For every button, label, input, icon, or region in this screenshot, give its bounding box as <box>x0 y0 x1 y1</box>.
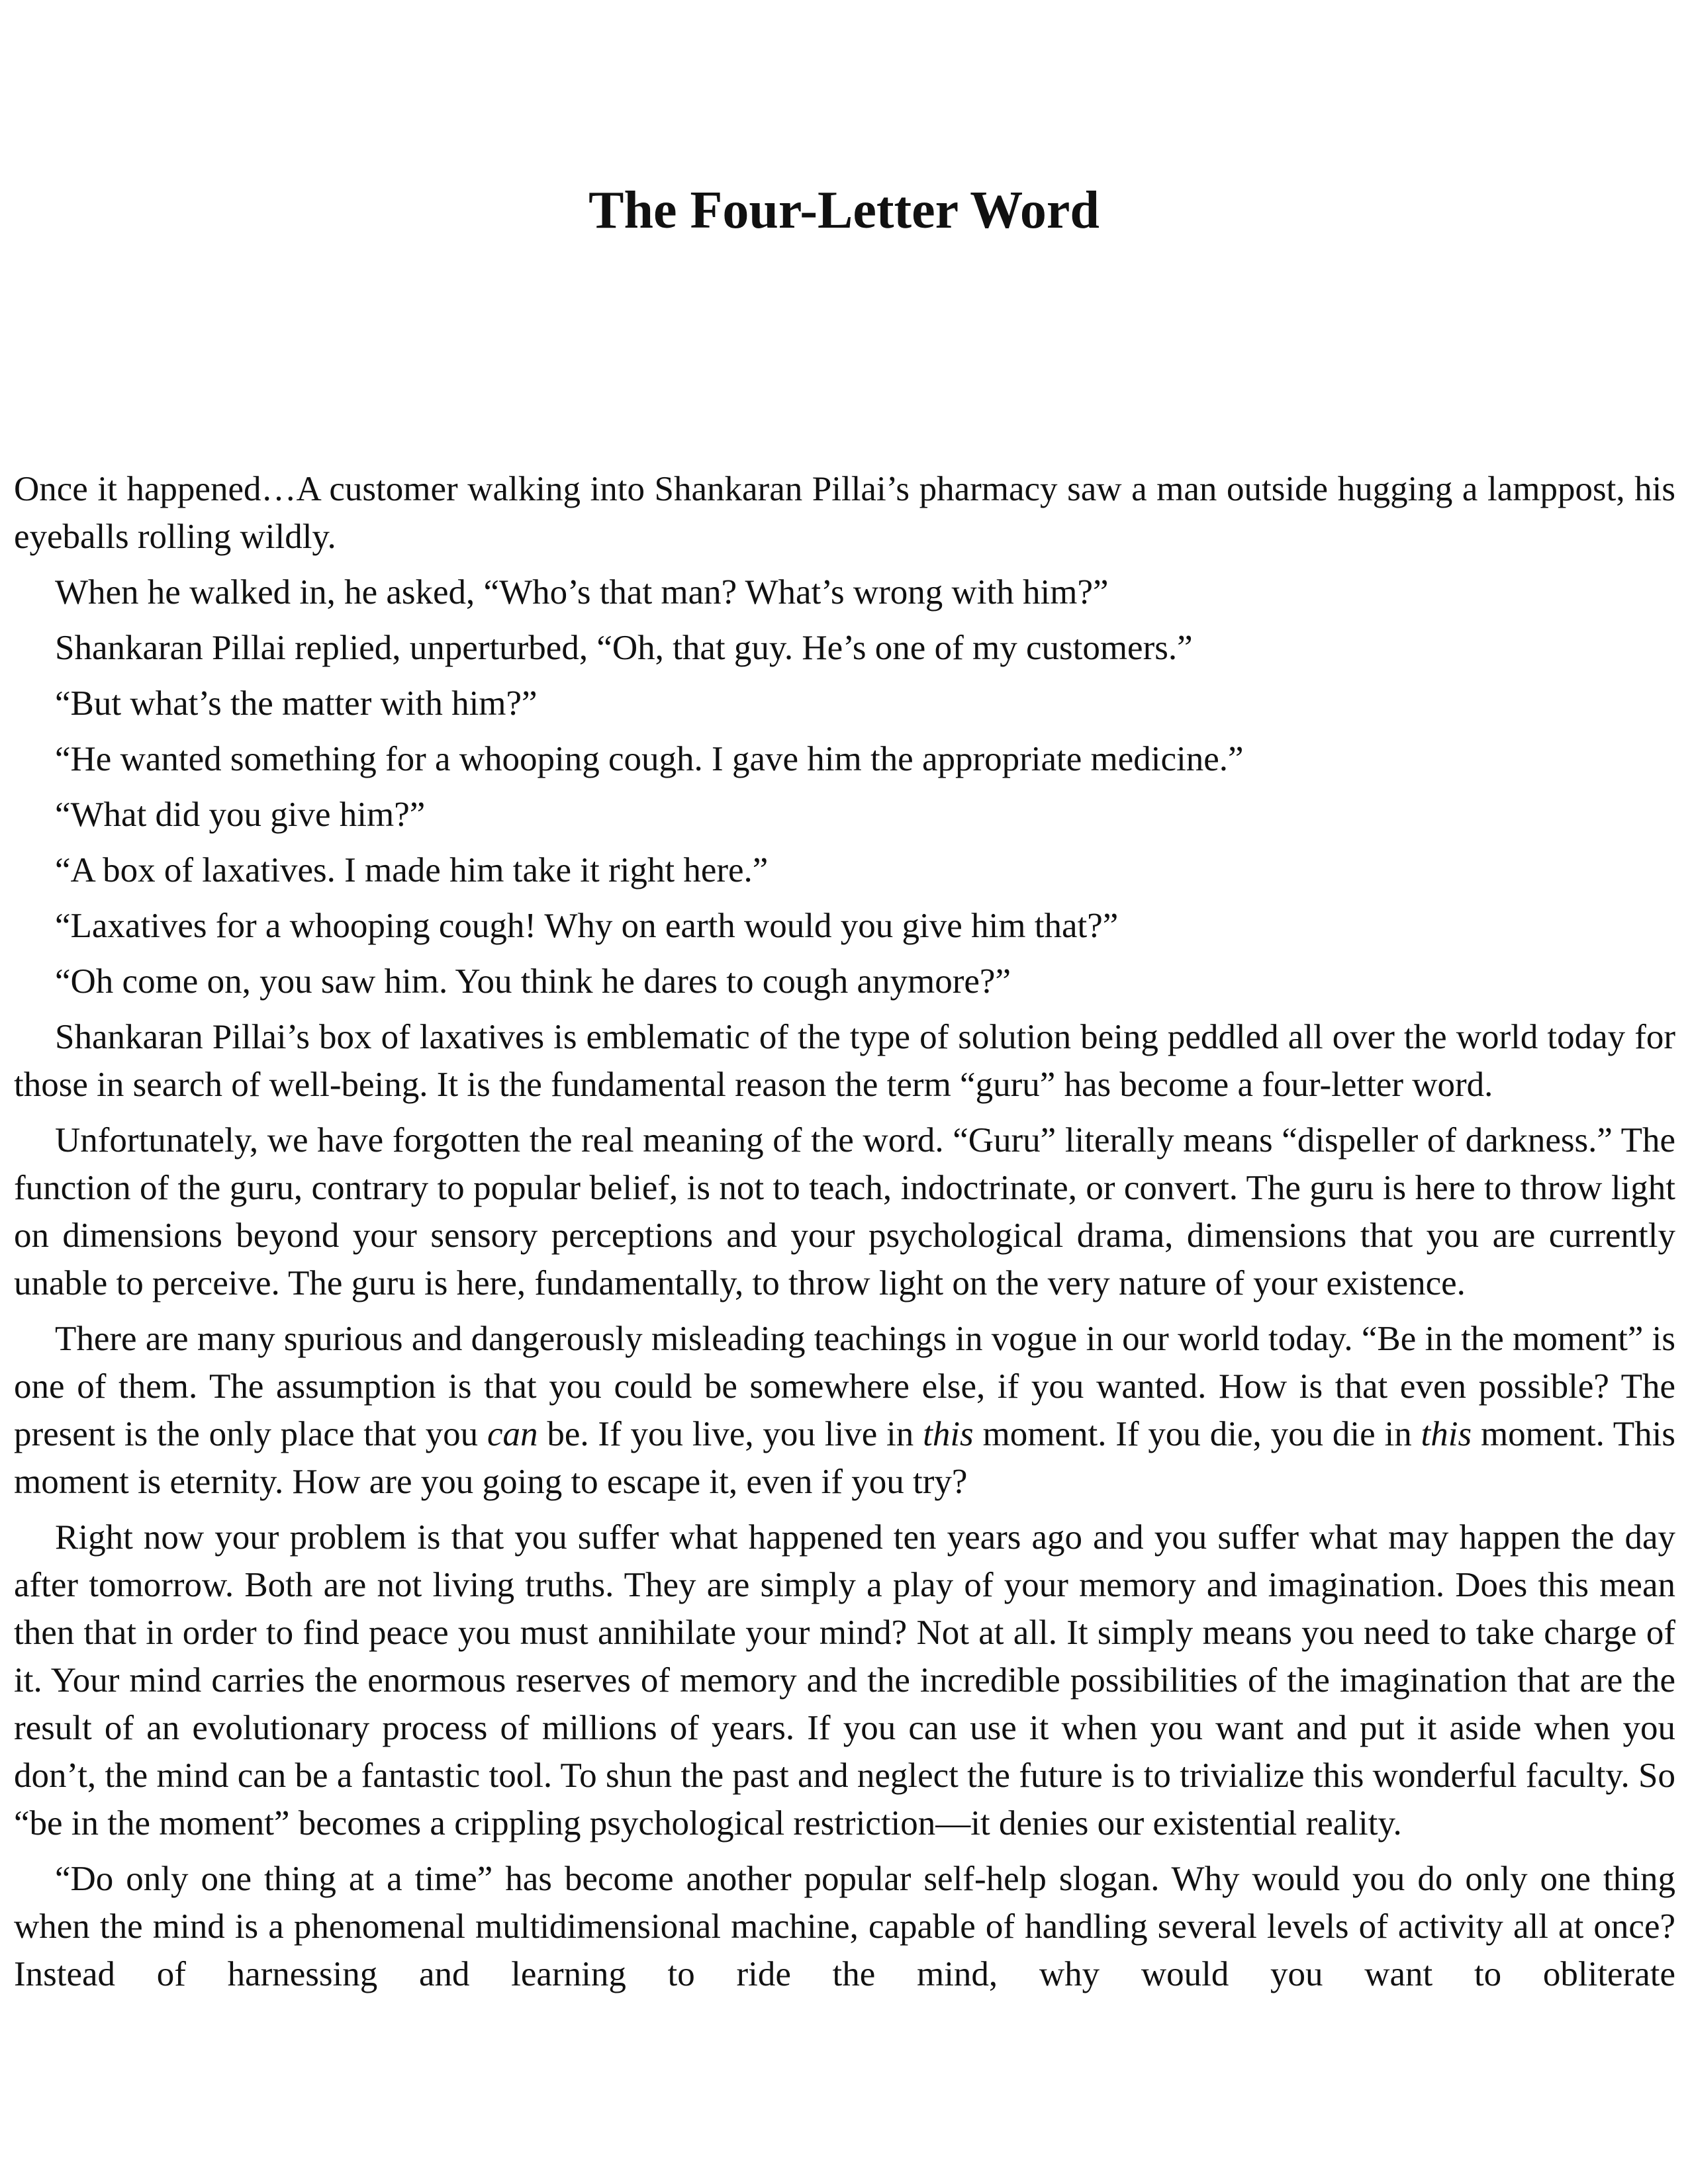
text-run: moment. If you die, you die in <box>973 1415 1421 1453</box>
paragraph: “But what’s the matter with him?” <box>55 684 538 723</box>
paragraph: “Oh come on, you saw him. You think he dares to cough anymore?” <box>55 962 1011 1001</box>
emphasis-text: this <box>1421 1415 1472 1453</box>
paragraph <box>14 1315 1675 1506</box>
paragraph: “A box of laxatives. I made him take it right here.” <box>55 851 769 889</box>
paragraph: Shankaran Pillai’s box of laxatives is emblematic of the type of solution being peddled all over the world today for those in search of well-being. It is the fundamental reason the term “guru” has become a four-letter word. <box>14 1018 1675 1104</box>
body-text <box>14 465 1675 2006</box>
paragraph: “He wanted something for a whooping cough. I gave him the appropriate medicine.” <box>55 740 1244 778</box>
paragraph: “Laxatives for a whooping cough! Why on earth would you give him that?” <box>55 907 1119 945</box>
paragraph: When he walked in, he asked, “Who’s that man? What’s wrong with him?” <box>55 573 1109 612</box>
paragraph: “What did you give him?” <box>55 796 426 834</box>
paragraph: Shankaran Pillai replied, unperturbed, “Oh, that guy. He’s one of my customers.” <box>55 629 1193 667</box>
paragraph: Right now your problem is that you suffer what happened ten years ago and you suffer what may happen the day after tomorrow. Both are not living truths. They are simply a play of your memory and imagination. Does this mean then that in order to find peace you must annihilate your mind? Not at all. It simply means you need to take charge of it. Your mind carries the enormous reserves of memory and the incredible possibilities of the imagination that are the result of an evolutionary process of millions of years. If you can use it when you want and put it aside when you don’t, the mind can be a fantastic tool. To shun the past and neglect the future is to trivialize this wonderful faculty. So “be in the moment” becomes a crippling psychological restriction—it denies our existential reality. <box>14 1518 1675 1843</box>
paragraph: Unfortunately, we have forgotten the real meaning of the word. “Guru” literally means “dispeller of darkness.” The function of the guru, contrary to popular belief, is not to teach, indoctrinate, or convert. The guru is here to throw light on dimensions beyond your sensory perceptions and your psychological drama, dimensions that you are currently unable to perceive. The guru is here, fundamentally, to throw light on the very nature of your existence. <box>14 1121 1675 1302</box>
text-run: moment. This moment is eternity. How are you going to escape it, even if you try? <box>14 1415 1675 1501</box>
paragraph: Once it happened…A customer walking into Shankaran Pillai’s pharmacy saw a man outside hugging a lamppost, his eyeballs rolling wildly. <box>14 470 1675 556</box>
emphasis-text: can <box>487 1415 538 1453</box>
text-run: There are many spurious and dangerously misleading teachings in vogue in our world today. “Be in the moment” is one of them. The assumption is that you could be somewhere else, if you wanted. How is that even possible? The present is the only place that you <box>14 1320 1675 1453</box>
emphasis-text: this <box>923 1415 974 1453</box>
text-run: be. If you live, you live in <box>538 1415 923 1453</box>
chapter-title: The Four-Letter Word <box>588 181 1100 240</box>
paragraph: “Do only one thing at a time” has become another popular self-help slogan. Why would you do only one thing when the mind is a phenomenal multidimensional machine, capable of handling several levels of activity all at once? Instead of harnessing and learning to ride the mind, why would you want to obliterate <box>14 1860 1675 1993</box>
